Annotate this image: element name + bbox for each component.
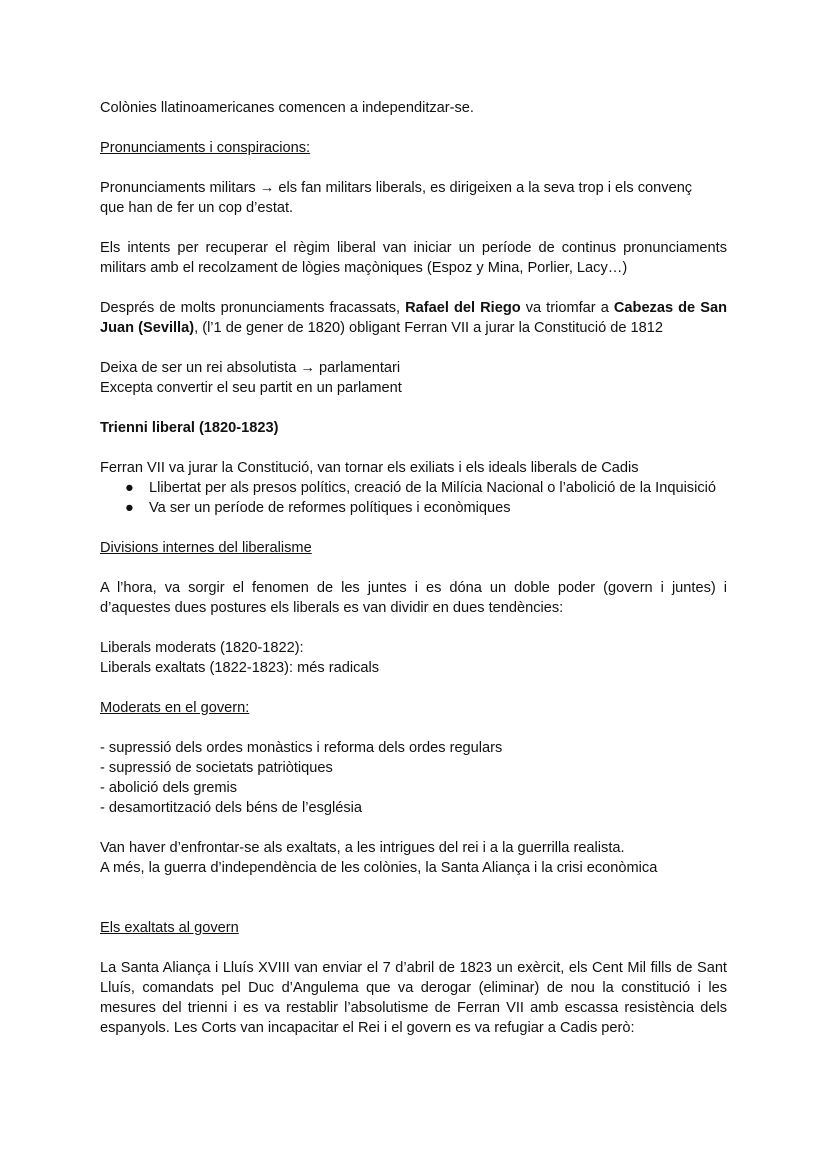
paragraph-santa-alianca: La Santa Aliança i Lluís XVIII van enviar el 7 d’abril de 1823 un exèrcit, els Cent Mil fills de Sant Lluís, comandats pel Duc d’Angulema que va derogar (eliminar) de nou la constitució i les mesures del trienni i es va restablir l’absolutisme de Ferran VII amb escassa resistència dels espanyols. Les Corts van incapacitar el Rei i el govern es va refugiar a Cadis però:	[100, 960, 727, 1036]
bullet-icon: ●	[125, 500, 134, 516]
list-item-text: Va ser un període de reformes polítiques i econòmiques	[149, 500, 511, 516]
paragraph-enfrontar-line1: Van haver d’enfrontar-se als exaltats, a les intrigues del rei i a la guerrilla realista.	[100, 840, 625, 856]
liberals-moderats: Liberals moderats (1820-1822):	[100, 640, 304, 656]
list-moderats-mesures	[100, 738, 727, 818]
list-item: - supressió de societats patriòtiques	[100, 760, 333, 776]
riego-text-e: , (l’1 de gener de 1820) obligant Ferran VII a jurar la Constitució de 1812	[194, 320, 663, 336]
heading-exaltats-govern: Els exaltats al govern	[100, 920, 239, 936]
list-item	[100, 478, 727, 498]
heading-pronunciaments: Pronunciaments i conspiracions:	[100, 140, 311, 156]
list-item: - supressió dels ordes monàstics i reforma dels ordes regulars	[100, 740, 503, 756]
paragraph-pronunciaments-militars	[100, 178, 727, 218]
heading-trienni-liberal: Trienni liberal (1820-1823)	[100, 420, 279, 436]
liberals-exaltats: Liberals exaltats (1822-1823): més radicals	[100, 660, 380, 676]
list-item-text: Llibertat per als presos polítics, creació de la Milícia Nacional o l’abolició de la Inquisició	[149, 480, 717, 496]
paragraph-riego	[100, 298, 727, 338]
paragraph-ferran-constitucio: Ferran VII va jurar la Constitució, van tornar els exiliats i els ideals liberals de Cadis	[100, 460, 639, 476]
paragraph-rei-line1: Deixa de ser un rei absolutista → parlamentari	[100, 360, 401, 376]
riego-place: Cabezas de San Juan (Sevilla)	[100, 300, 727, 336]
paragraph-pronunciaments-line1: Pronunciaments militars → els fan militars liberals, es dirigeixen a la seva trop i els convenç	[100, 180, 693, 196]
paragraph-colonies: Colònies llatinoamericanes comencen a independitzar-se.	[100, 100, 474, 116]
heading-moderats-govern: Moderats en el govern:	[100, 700, 250, 716]
paragraph-enfrontar-line2: A més, la guerra d’independència de les colònies, la Santa Aliança i la crisi econòmica	[100, 860, 658, 876]
paragraph-pronunciaments-line2: que han de fer un cop d’estat.	[100, 200, 294, 216]
paragraph-enfrontar	[100, 838, 727, 878]
paragraph-rei	[100, 358, 727, 398]
paragraph-rei-line2: Excepta convertir el seu partit en un parlament	[100, 380, 402, 396]
paragraph-intents: Els intents per recuperar el règim liberal van iniciar un període de continus pronunciaments militars amb el recolzament de lògies maçòniques (Espoz y Mina, Porlier, Lacy…)	[100, 240, 727, 276]
list-item: - abolició dels gremis	[100, 780, 238, 796]
bullet-list-trienni	[100, 478, 727, 518]
riego-text-c: va triomfar a	[520, 300, 614, 316]
list-item: - desamortització dels béns de l’església	[100, 800, 363, 816]
riego-name: Rafael del Riego	[405, 300, 521, 316]
heading-divisions: Divisions internes del liberalisme	[100, 540, 312, 556]
paragraph-juntes: A l’hora, va sorgir el fenomen de les juntes i es dóna un doble poder (govern i juntes) i d’aquestes dues postures els liberals es van dividir en dues tendències:	[100, 580, 727, 616]
list-item	[100, 498, 727, 518]
riego-text-a: Després de molts pronunciaments fracassats,	[100, 300, 406, 316]
paragraph-liberals	[100, 638, 727, 678]
bullet-icon: ●	[125, 480, 134, 496]
document-page	[100, 98, 727, 1038]
